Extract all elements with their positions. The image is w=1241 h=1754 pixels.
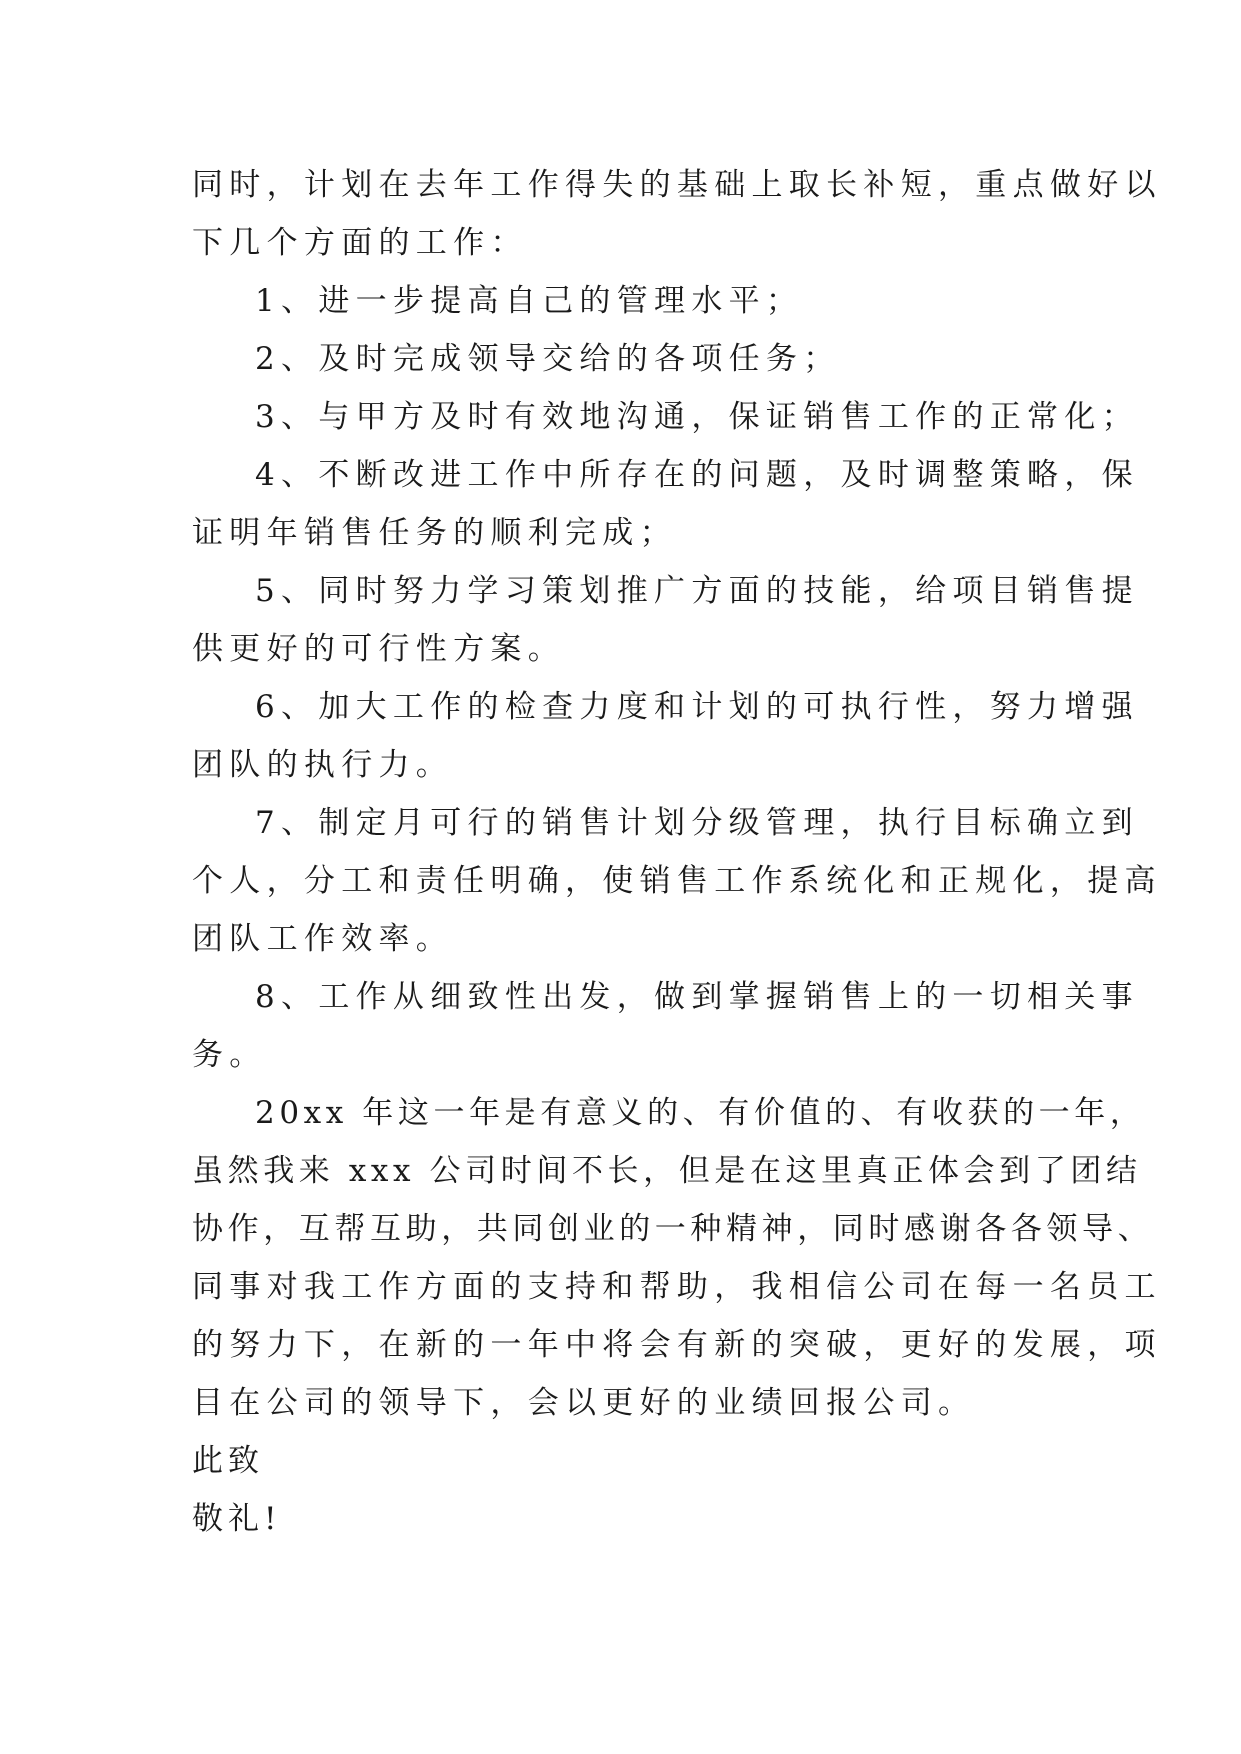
body-text: [192, 156, 1162, 1432]
list-item: 2、及时完成领导交给的各项任务；: [255, 341, 841, 377]
list-item: 7、制定月可行的销售计划分级管理，执行目标确立到: [255, 805, 1139, 841]
text-line: 个人，分工和责任明确，使销售工作系统化和正规化，提高: [192, 863, 1162, 899]
list-item: 5、同时努力学习策划推广方面的技能，给项目销售提: [255, 573, 1139, 609]
text-line: 下几个方面的工作：: [192, 225, 528, 261]
list-item: 3、与甲方及时有效地沟通，保证销售工作的正常化；: [255, 399, 1139, 435]
text-line: 的努力下，在新的一年中将会有新的突破，更好的发展，项: [192, 1327, 1162, 1363]
closing-salutation: 此致: [192, 1443, 264, 1479]
text-line: 团队的执行力。: [192, 747, 454, 783]
text-line: 虽然我来 xxx 公司时间不长，但是在这里真正体会到了团结: [192, 1153, 1142, 1189]
list-item: 6、加大工作的检查力度和计划的可执行性，努力增强: [255, 689, 1139, 725]
closing-regards: 敬礼!: [192, 1501, 282, 1537]
paragraph-line: 20xx 年这一年是有意义的、有价值的、有收获的一年，: [255, 1095, 1146, 1131]
text-line: 证明年销售任务的顺利完成；: [192, 515, 677, 551]
list-item: 4、不断改进工作中所存在的问题，及时调整策略，保: [255, 457, 1139, 493]
text-line: 目在公司的领导下，会以更好的业绩回报公司。: [192, 1385, 976, 1421]
text-line: 协作，互帮互助，共同创业的一种精神，同时感谢各各领导、: [192, 1211, 1154, 1247]
text-line: 同事对我工作方面的支持和帮助，我相信公司在每一名员工: [192, 1269, 1162, 1305]
list-item: 1、进一步提高自己的管理水平；: [255, 283, 804, 319]
text-line: 供更好的可行性方案。: [192, 631, 565, 667]
text-line: 务。: [192, 1037, 267, 1073]
text-line: 同时，计划在去年工作得失的基础上取长补短，重点做好以: [192, 167, 1162, 203]
text-line: 团队工作效率。: [192, 921, 454, 957]
list-item: 8、工作从细致性出发，做到掌握销售上的一切相关事: [255, 979, 1139, 1015]
